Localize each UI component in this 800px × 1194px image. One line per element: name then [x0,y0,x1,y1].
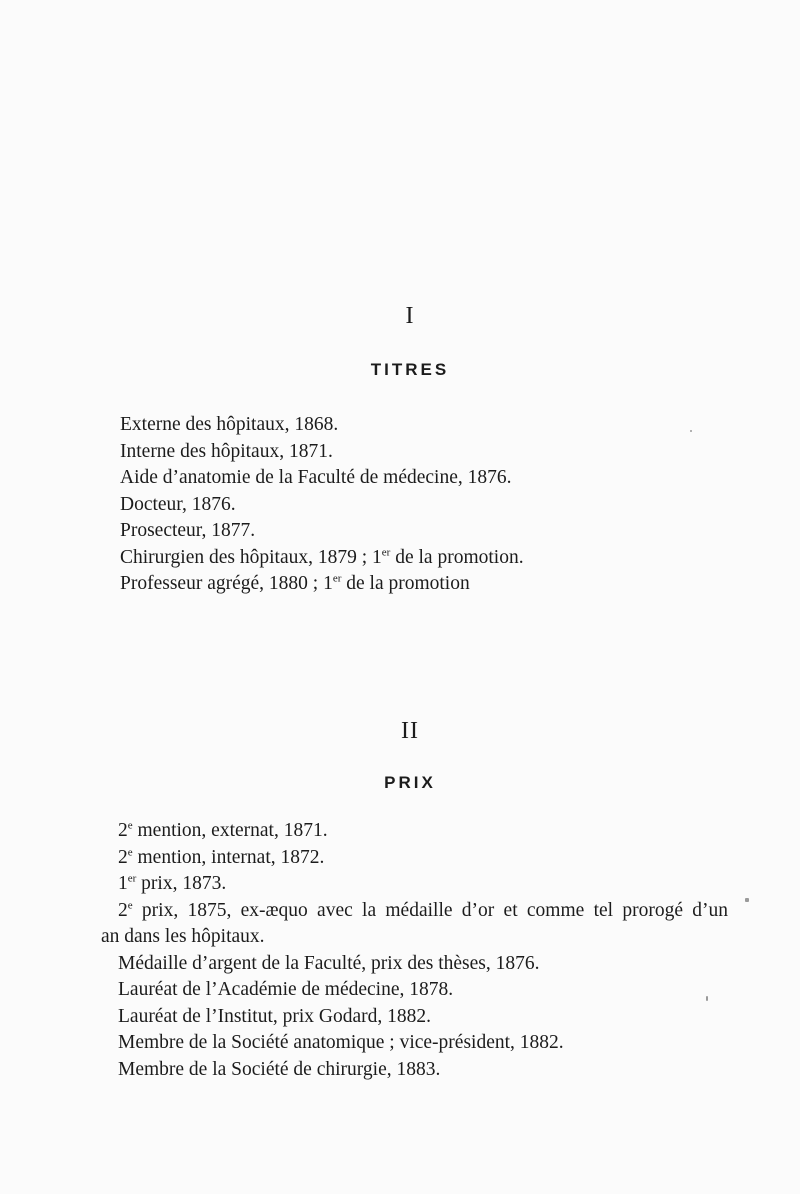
ordinal-suffix: e [127,819,133,832]
list-item: Lauréat de l’Académie de médecine, 1878. [118,979,454,1000]
entry-text: de la promotion [341,573,470,594]
section-numeral: II [401,718,419,744]
list-item [118,845,728,872]
entry-text: de la promotion. [390,546,524,568]
prix-list [101,818,728,1083]
list-item [101,898,728,951]
entry-line [118,898,728,925]
scan-speck [745,898,749,902]
section-heading: TITRES [370,360,450,379]
entry-text: Chirurgien des hôpitaux, 1879 ; 1 [120,546,382,568]
list-item: Membre de la Société de chirurgie, 1883. [118,1058,441,1080]
entry-text: mention, externat, 1871. [132,820,328,841]
ordinal-suffix: er [381,546,391,558]
ordinal-suffix: er [332,572,342,585]
entry-text: prix, 1875, ex-æquo avec la médaille d’or et comme tel prorogé d’un [132,899,728,921]
list-item: Interne des hôpitaux, 1871. [120,440,333,462]
ordinal-suffix: e [127,846,133,858]
ordinal-suffix: e [127,899,133,911]
list-item: Aide d’anatomie de la Faculté de médecine, 1876. [120,467,512,488]
list-item: Lauréat de l’Institut, prix Godard, 1882. [118,1005,431,1027]
list-item: Externe des hôpitaux, 1868. [120,414,339,435]
ordinal-suffix: er [127,872,137,885]
entry-text: 2 [118,820,128,841]
list-item: Membre de la Société anatomique ; vice-président, 1882. [118,1032,564,1053]
entry-text: prix, 1873. [136,873,227,894]
list-item [118,871,728,898]
titres-list [120,412,524,598]
section-heading: PRIX [384,773,436,792]
entry-continuation: an dans les hôpitaux. [101,926,265,947]
entry-text: Professeur agrégé, 1880 ; 1 [120,573,333,594]
list-item [120,545,524,572]
entry-text: mention, internat, 1872. [132,846,325,868]
entry-text: 2 [118,846,128,868]
scan-speck [690,430,692,432]
list-item: Prosecteur, 1877. [120,520,256,541]
list-item: Médaille d’argent de la Faculté, prix des thèses, 1876. [118,952,540,974]
section-numeral: I [405,303,415,329]
list-item [120,571,524,598]
entry-text: 2 [118,899,128,921]
list-item [118,818,728,845]
entry-text: 1 [118,873,128,894]
list-item: Docteur, 1876. [120,493,236,515]
